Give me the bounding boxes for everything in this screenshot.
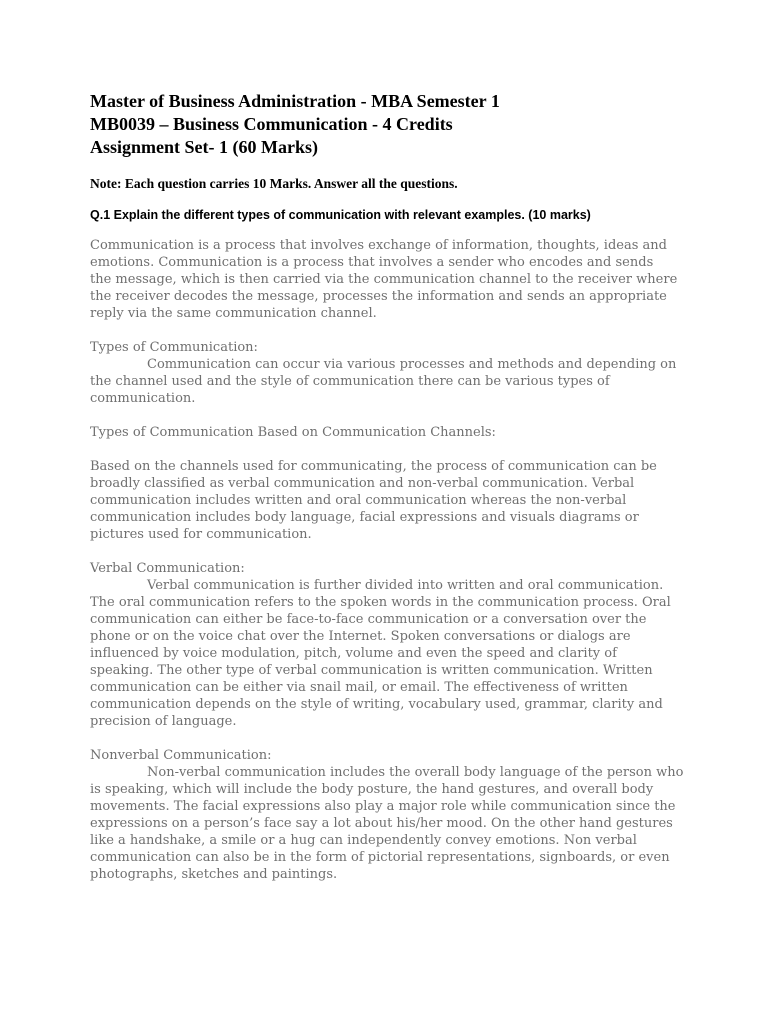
instructions-note: Note: Each question carries 10 Marks. Answer all the questions.	[90, 176, 458, 191]
text-line: like a handshake, a smile or a hug can independently convey emotions. Non verbal	[90, 833, 637, 848]
types-section	[90, 339, 677, 407]
title-line: MB0039 – Business Communication - 4 Credits	[90, 114, 453, 134]
intro-paragraph	[90, 237, 678, 322]
text-line: Non-verbal communication includes the overall body language of the person who	[147, 765, 684, 780]
text-line: photographs, sketches and paintings.	[90, 867, 338, 882]
title-line: Assignment Set- 1 (60 Marks)	[90, 137, 318, 157]
text-line: communication can either be face-to-face communication or a conversation over the	[90, 612, 647, 627]
section-heading: Types of Communication:	[90, 340, 258, 355]
text-line: communication includes written and oral communication whereas the non-verbal	[90, 493, 627, 508]
section-heading: Types of Communication Based on Communication Channels:	[90, 425, 496, 440]
document-title	[90, 90, 670, 159]
text-line: emotions. Communication is a process that involves a sender who encodes and sends	[90, 255, 654, 270]
text-line: the receiver decodes the message, processes the information and sends an appropriate	[90, 289, 667, 304]
text-line: speaking. The other type of verbal communication is written communication. Written	[90, 663, 653, 678]
text-line: communication can also be in the form of pictorial representations, signboards, or even	[90, 850, 670, 865]
text-line: reply via the same communication channel.	[90, 306, 377, 321]
title-line: Master of Business Administration - MBA Semester 1	[90, 91, 500, 111]
text-line: communication.	[90, 391, 196, 406]
text-line: Communication can occur via various processes and methods and depending on	[147, 357, 677, 372]
text-line: pictures used for communication.	[90, 527, 312, 542]
text-line: communication depends on the style of writing, vocabulary used, grammar, clarity and	[90, 697, 663, 712]
verbal-section	[90, 560, 670, 730]
text-line: expressions on a person’s face say a lot about his/her mood. On the other hand gestures	[90, 816, 673, 831]
text-line: communication can be either via snail mail, or email. The effectiveness of written	[90, 680, 628, 695]
text-line: communication includes body language, facial expressions and visuals diagrams or	[90, 510, 639, 525]
text-line: influenced by voice modulation, pitch, volume and even the speed and clarity of	[90, 646, 617, 661]
text-line: phone or on the voice chat over the Internet. Spoken conversations or dialogs are	[90, 629, 631, 644]
text-line: precision of language.	[90, 714, 237, 729]
text-line: Verbal communication is further divided into written and oral communication.	[147, 578, 664, 593]
text-line: Based on the channels used for communicating, the process of communication can be	[90, 459, 657, 474]
text-line: Communication is a process that involves exchange of information, thoughts, ideas and	[90, 238, 667, 253]
text-line: The oral communication refers to the spoken words in the communication process. Oral	[90, 595, 671, 610]
answer-body	[90, 237, 684, 883]
document-page	[90, 90, 684, 900]
channels-paragraph	[90, 458, 670, 543]
text-line: is speaking, which will include the body posture, the hand gestures, and overall body	[90, 782, 654, 797]
nonverbal-section	[90, 747, 684, 883]
section-heading: Verbal Communication:	[90, 561, 245, 576]
question-heading: Q.1 Explain the different types of communication with relevant examples. (10 marks)	[90, 208, 591, 222]
channels-heading-block	[90, 424, 670, 441]
text-line: movements. The facial expressions also play a major role while communication since the	[90, 799, 676, 814]
section-heading: Nonverbal Communication:	[90, 748, 272, 763]
text-line: broadly classified as verbal communication and non-verbal communication. Verbal	[90, 476, 635, 491]
text-line: the channel used and the style of communication there can be various types of	[90, 374, 610, 389]
text-line: the message, which is then carried via the communication channel to the receiver where	[90, 272, 678, 287]
